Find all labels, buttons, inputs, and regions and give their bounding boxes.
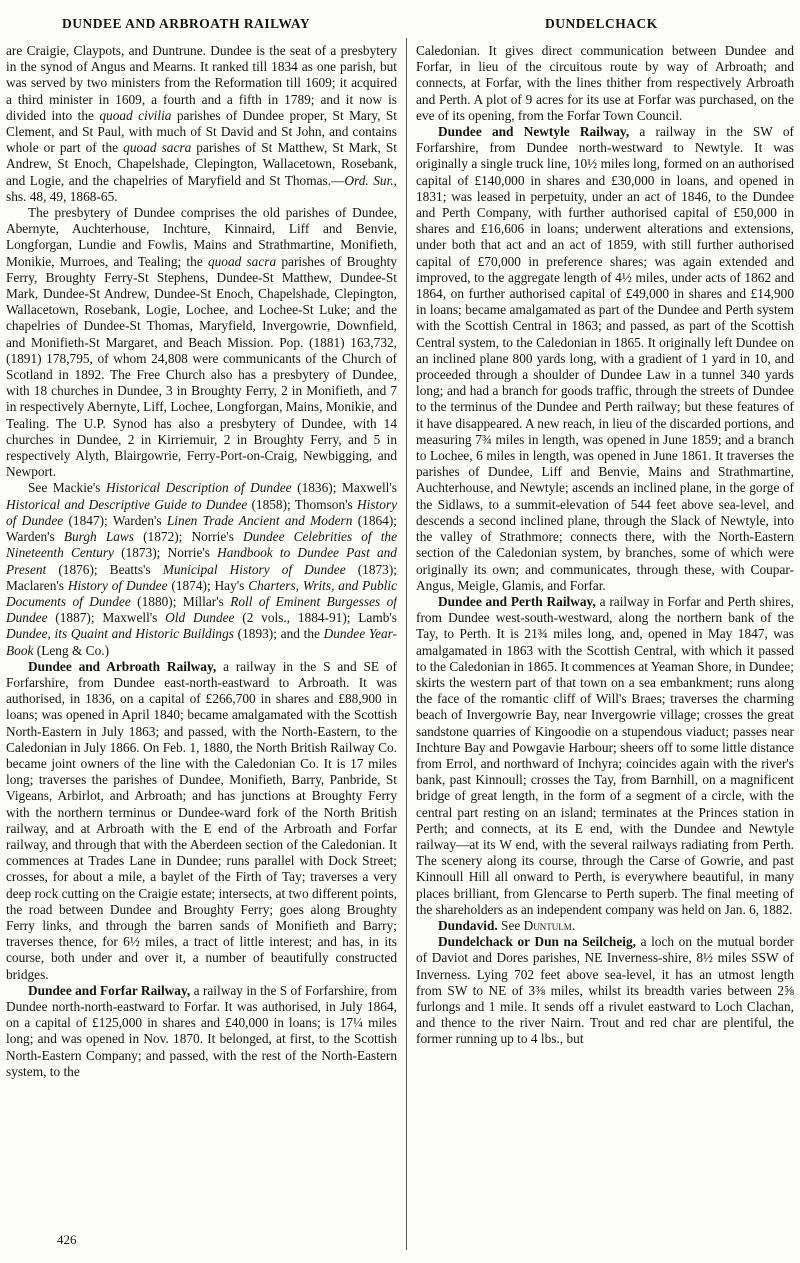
entry-dundee-forfar-railway: Dundee and Forfar Railway, a railway in the S of Forfarshire, from Dundee north-north-eastward to Forfar. It was authorised, in July 1864, on a capital of £125,000 in shares and £40,000 in loans; is 17¼ miles long; and was opened in Nov. 1870. It belonged, at first, to the Scottish North-Eastern Company; and passed, with the rest of the North-Eastern system, to the — [6, 982, 397, 1079]
entry-headword: Dundee and Perth Railway, — [438, 593, 596, 609]
paragraph-dundee-presbytery: are Craigie, Claypots, and Duntrune. Dundee is the seat of a presbytery in the synod of Angus and Mearns. It ranked till 1834 as one parish, but was served by two ministers from the Reformation till 1609; it acquired a third minister in 1609, a fourth and a fifth in 1789; and it now is divided into the quoad civilia parishes of Dundee proper, St Mary, St Clement, and St Paul, with much of St David and St John, and contains whole or part of the quoad sacra parishes of St Matthew, St Mark, St Andrew, St Enoch, Chapelshade, Clepington, Wallacetown, Rosebank, and Logie, and the chapelries of Maryfield and St Thomas.—Ord. Sur., shs. 48, 49, 1868-65. — [6, 43, 397, 204]
header-left: DUNDEE AND ARBROATH RAILWAY — [62, 16, 311, 31]
running-header — [0, 8, 800, 30]
paragraph-bibliography: See Mackie's Historical Description of Dundee (1836); Maxwell's Historical and Descriptive Guide to Dundee (1858); Thomson's History of Dundee (1847); Warden's Linen Trade Ancient and Modern (1864); Warden's Burgh Laws (1872); Norrie's Dundee Celebrities of the Nineteenth Century (1873); Norrie's Handbook to Dundee Past and Present (1876); Beatts's Municipal History of Dundee (1873); Maclaren's History of Dundee (1874); Hay's Charters, Writs, and Public Documents of Dundee (1880); Millar's Roll of Eminent Burgesses of Dundee (1887); Maxwell's Old Dundee (2 vols., 1884-91); Lamb's Dundee, its Quaint and Historic Buildings (1893); and the Dundee Year-Book (Leng & Co.) — [6, 480, 397, 658]
entry-headword: Dundee and Newtyle Railway, — [438, 124, 630, 140]
entry-headword: Dundelchack or Dun na Seilcheig, — [438, 934, 636, 950]
right-column — [416, 43, 794, 1243]
entry-headword: Dundavid. — [438, 917, 498, 933]
entry-dundee-arbroath-railway: Dundee and Arbroath Railway, a railway in the S and SE of Forfarshire, from Dundee east-north-eastward to Arbroath. It was authorised, in 1836, on a capital of £266,700 in shares and £88,900 in loans; was opened in April 1840; became amalgamated with the Scottish North-Eastern in July 1863; and passed, with the North-Eastern, to the Caledonian in July 1866. On Feb. 1, 1880, the North British Railway Co. became joint owners of the line with the Caledonian Co. It is 17 miles long; traverses the parishes of Dundee, Monifieth, Barry, Panbride, St Vigeans, Arbirlot, and Arbroath; and has junctions at Broughty Ferry with the northern terminus or Dundee-ward fork of the North British railway, and at Arbroath with the E end of the Arbroath and Forfar railway, and through that with the Aberdeen section of the Caledonian. It commences at Trades Lane in Dundee; runs parallel with Dock Street; crosses, for about a mile, a baylet of the Firth of Tay; traverses a very deep rock cutting on the Craigie estate; intersects, at two different points, the road between Dundee and Broughty Ferry; goes along Broughty Ferry links, and through the barren sands of Monifieth and Barry; traverses thence, for 6½ miles, a tract of little interest; and has, in its course, both under and over it, a number of beautifully constructed bridges. — [6, 658, 397, 982]
paragraph-presbytery-parishes: The presbytery of Dundee comprises the old parishes of Dundee, Abernyte, Auchterhouse, Inchture, Kinnaird, Liff and Benvie, Longforgan, Lundie and Fowlis, Mains and Strathmartine, Monifieth, Monikie, Murroes, and Tealing; the quoad sacra parishes of Broughty Ferry, Broughty Ferry-St Stephens, Dundee-St Matthew, Dundee-St Mark, Dundee-St Andrew, Dundee-St Enoch, Chapelshade, Clepington, Wallacetown, Rosebank, Logie, Lochee, and Lochee-St Luke; and the chapelries of Dundee-St Thomas, Maryfield, Invergowrie, Downfield, and Monifieth-St Margaret, and Beach Mission. Pop. (1881) 163,732, (1891) 178,795, of whom 24,808 were communicants of the Church of Scotland in 1892. The Free Church also has a presbytery of Dundee, with 18 churches in Dundee, 3 in Broughty Ferry, 2 in Monifieth, and 7 in respectively Abernyte, Liff, Lochee, Longforgan, Mains, Monikie, and Tealing. The U.P. Synod has also a presbytery of Dundee, with 14 churches in Dundee, 2 in Kirriemuir, 2 in Broughty Ferry, and 5 in respectively Alyth, Blairgowrie, Ferry-Port-on-Craig, Newbigging, and Newport. — [6, 205, 397, 480]
entry-dundee-perth-railway: Dundee and Perth Railway, a railway in Forfar and Perth shires, from Dundee west-south-westward, along the northern bank of the Tay, to Perth. It is 21¾ miles long, and, opened in May 1847, was amalgamated in 1863 with the Scottish Central, with which it passed to the Caledonian in 1865. It commences at Yeaman Shore, in Dundee; skirts the western part of that town on a sea embankment; runs along the face of the romantic cliff of Will's Braes; traverses the charming beach of Invergowrie Bay, near Invergowrie village; crosses the great sandstone quarries of Kingoodie on a stupendous viaduct; passes near Inchture Bay and Powgavie Harbour; sheers off to some little distance from Errol, and northward of Inchyra; coincides again with the river's bank, past Kinnoull; crosses the Tay, from Barnhill, on a magnificent bridge of great length, in the form of a segment of a circle, with the central part resting on an island; terminates at the Princes station in Perth; and connects, at its E end, with the Dundee and Newtyle railway—at its W end, with the several railways radiating from Perth. The scenery along its course, through the Carse of Gowrie, and past Kinnoull Hill all onward to Perth, is everywhere beautiful, in many places brilliant, from Glencarse to Perth superb. The final meeting of the shareholders as an independent company was held on Jan. 6, 1882. — [416, 593, 794, 917]
entry-headword: Dundee and Forfar Railway, — [28, 982, 191, 998]
entry-dundee-newtyle-railway: Dundee and Newtyle Railway, a railway in the SW of Forfarshire, from Dundee north-westward to Newtyle. It was originally a single truck line, 10½ miles long, formed on an authorised capital of £140,000 in shares and £30,000 in loans, and opened in 1831; was leased in perpetuity, under an act of 1846, to the Dundee and Perth Company, with further authorised capital of £50,000 in shares and £16,606 in loans; underwent alterations and extensions, under both that act and an act of 1859, with still further authorised capital of £70,000 in preference shares; was again extended and improved, to the aggregate length of 4½ miles, under acts of 1862 and 1864, on further authorised capital of £49,000 in shares and £14,900 in loans; became amalgamated as part of the Dundee and Perth system with the Scottish Central in 1863; and passed, as part of the Scottish Central system, to the Caledonian in 1865. It originally left Dundee on an inclined plane 800 yards long, with a gradient of 1 yard in 10, and proceeded through a shoulder of Dundee Law in a tunnel 340 yards long; and had a branch for goods traffic, through the streets of Dundee to the terminus of the Dundee and Perth railway; but these features of it have disappeared. A new reach, in lieu of the discarded portions, and measuring 7¾ miles in length, was opened in June 1859; and a branch to Lochee, 6 miles in length, was opened in June 1861. It traverses the parishes of Dundee, Liff and Benvie, Mains and Strathmartine, Auchterhouse, and Newtyle; ascends an inclined plane, in the gorge of the Sidlaws, to a summit-elevation of 544 feet above sea-level, and descends a second inclined plane, through the Slack of Newtyle, into the valley of Strathmore; connects there, with the North-Eastern section of the Caledonian system, by branches, some of which were originally its own; and communicates, through these, with Coupar-Angus, Meigle, Glamis, and Forfar. — [416, 124, 794, 593]
entry-headword: Dundee and Arbroath Railway, — [28, 658, 217, 674]
left-column — [6, 43, 397, 1243]
cross-reference: Duntulm. — [523, 917, 576, 933]
page-number: 426 — [57, 1232, 77, 1247]
paragraph-forfar-continuation: Caledonian. It gives direct communication between Dundee and Forfar, in lieu of the circuitous route by way of Arbroath; and connects, at Forfar, with the lines thither from respectively Arbroath and Perth. A plot of 9 acres for its use at Forfar was purchased, on the eve of its opening, from the Forfar Town Council. — [416, 43, 794, 123]
entry-dundelchack: Dundelchack or Dun na Seilcheig, a loch on the mutual border of Daviot and Dores parishes, NE Inverness-shire, 8½ miles SSW of Inverness. Lying 702 feet above sea-level, it has an utmost length from SW to NE of 3⅜ miles, whilst its breadth varies between 2⅝ furlongs and 1 mile. It sends off a rivulet eastward to Loch Clachan, and thence to the river Nairn. Trout and red char are plentiful, the former running up to 4 lbs., but — [416, 934, 794, 1047]
entry-dundavid: Dundavid. See Duntulm. — [438, 917, 576, 933]
column-rule — [406, 38, 407, 1250]
header-right: DUNDELCHACK — [545, 16, 658, 31]
